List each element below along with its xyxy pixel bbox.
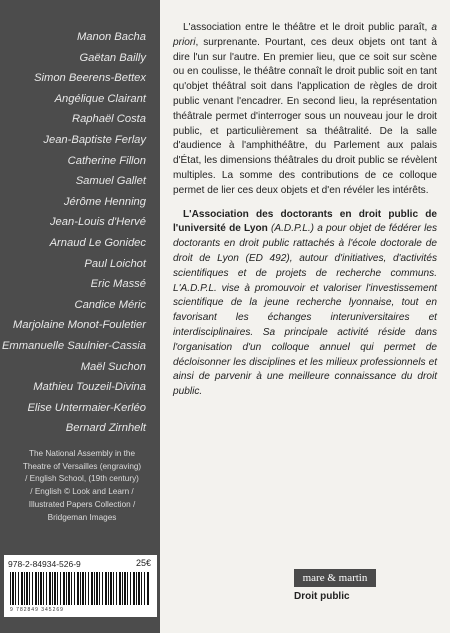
publisher-logo: mare & martin [294,569,376,587]
credit-line: The National Assembly in the [28,449,136,458]
author-name: Jean-Baptiste Ferlay [43,133,146,146]
credit-line: Theatre of Versailles (engraving) [22,461,142,471]
author-name: Paul Loichot [84,257,146,270]
author-name: Marjolaine Monot-Fouletier [12,319,146,332]
author-name: Jean-Louis d'Hervé [49,216,146,229]
barcode-label [4,555,157,617]
author-name: Emmanuelle Saulnier-Cassia [1,339,146,352]
credit-line: Bridgeman Images [47,512,117,522]
series-name: Droit public [294,591,350,602]
left-panel [0,0,160,633]
author-name: Raphaël Costa [71,113,146,126]
credit-line: / English School, (19th century) [25,474,139,484]
author-name: Eric Massé [90,278,146,291]
author-name: Samuel Gallet [75,175,146,188]
description-text [173,21,437,400]
author-name: Candice Méric [74,298,146,311]
author-name: Mathieu Touzeil-Divina [33,381,146,394]
author-name: Arnaud Le Gonidec [49,236,146,249]
author-name: Manon Bacha [76,31,146,43]
author-name: Gaëtan Bailly [79,51,146,64]
price: 25€ [135,558,151,568]
isbn: 978-2-84934-526-9 [8,559,81,569]
paragraph-intro: L'association entre le théâtre et le droit public paraît, a priori, surprenante. Pourtant, ces deux objets ont tant à dire l'un sur l'autre. En premier lieu, que ce soit sur scène ou en coulisse, le théâtre connaît le droit public soit en tant qu'objet théâtral soit dans l'application de règles de droit public venant l'encadrer. En second lieu, la représentation théâtrale permet d'interroger sous un nouveau jour le droit public, et particulièrement sa théâtralité. De la salle d'audience à l'amphithéâtre, du Parlement aux palais d'État, les dimensions théâtrales du droit public se révèlent multiples. La somme des contributions de ce colloque permet de lier ces deux objets et d'en révéler les intérêts. [173,22,437,196]
author-name: Bernard Zirnhelt [65,422,146,435]
author-name: Simon Beerens-Bettex [34,72,146,85]
author-name: Angélique Clairant [54,92,146,105]
author-list [0,27,146,439]
image-credits [8,448,156,524]
paragraph-association: L'Association des doctorants en droit public de l'université de Lyon (A.D.P.L.) a pour objet de fédérer les doctorants en droit public rattachés à l'école doctorale de droit de Lyon (ED 492), autour d'initiatives, d'activités scientifiques et de projets de recherche communs. L'A.D.P.L. vise à promouvoir et valoriser l'investissement scientifique de la jeune recherche lyonnaise, tout en favorisant les échanges interuniversitaires et interdisciplinaires. Sa principale activité réside dans l'organisation d'un colloque annuel qui permet de décloisonner les disciplines et les milieux professionnels et ainsi de parvenir à une meilleure connaissance du droit public. [173,208,438,398]
author-name: Elise Untermaier-Kerléo [27,401,146,414]
author-name: Maël Suchon [80,360,146,373]
author-name: Catherine Fillon [67,154,146,167]
barcode-icon [10,572,150,605]
author-name: Jérôme Henning [63,195,146,208]
barcode-digits: 9 782849 345269 [10,607,64,613]
credit-line: / English © Look and Learn / [30,487,134,497]
credit-line: Illustrated Papers Collection / [28,499,136,509]
